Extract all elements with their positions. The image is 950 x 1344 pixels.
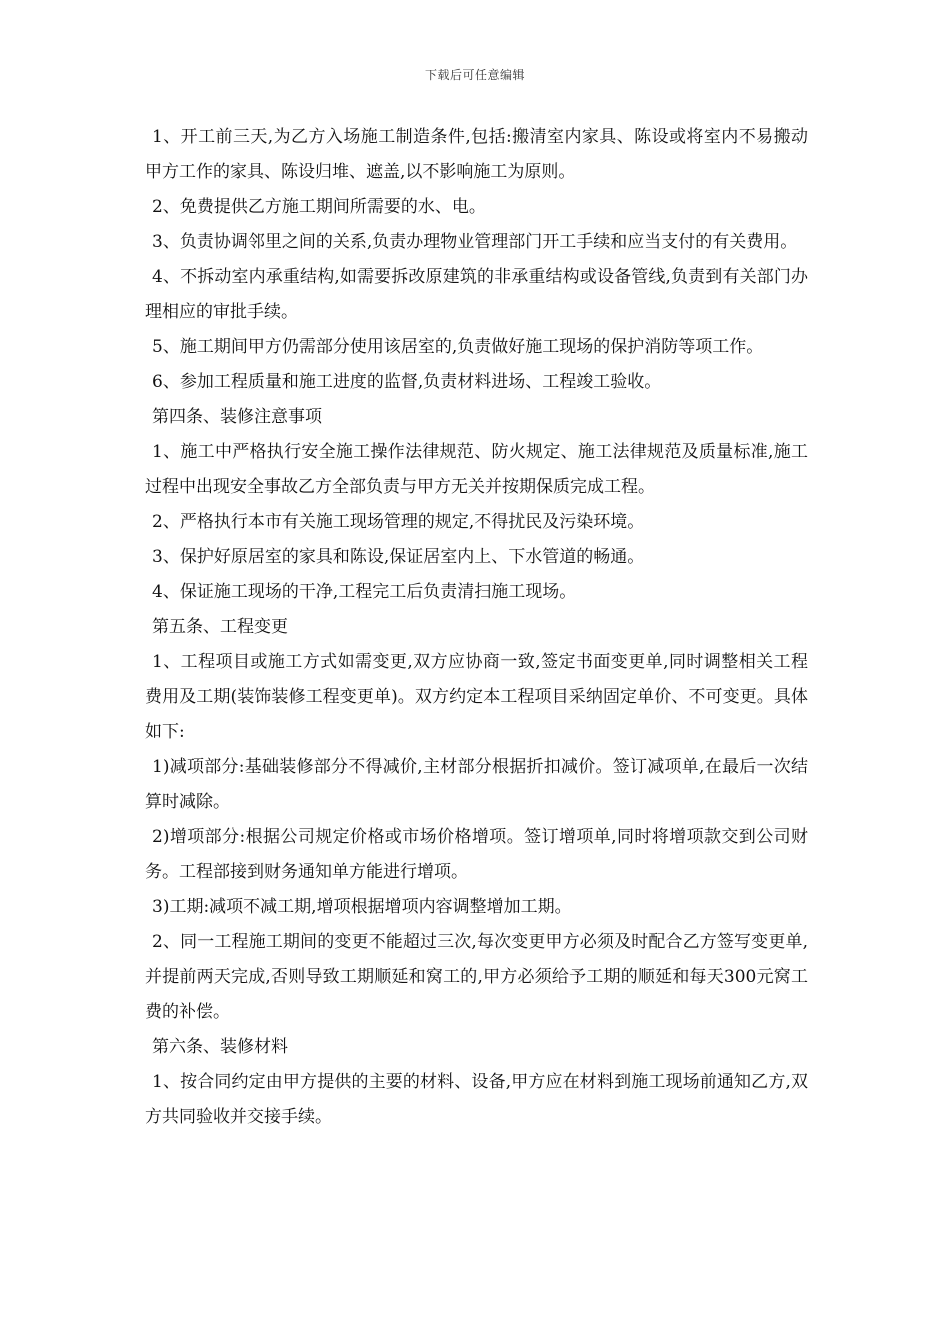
paragraph: 1、工程项目或施工方式如需变更,双方应协商一致,签定书面变更单,同时调整相关工程费用及工期(装饰装修工程变更单)。双方约定本工程项目采纳固定单价、不可变更。具体如下: [145, 652, 808, 742]
paragraph: 2)增项部分:根据公司规定价格或市场价格增项。签订增项单,同时将增项款交到公司财务。工程部接到财务通知单方能进行增项。 [145, 827, 808, 882]
paragraph: 1、开工前三天,为乙方入场施工制造条件,包括:搬清室内家具、陈设或将室内不易搬动甲方工作的家具、陈设归堆、遮盖,以不影响施工为原则。 [145, 127, 808, 182]
paragraph: 5、施工期间甲方仍需部分使用该居室的,负责做好施工现场的保护消防等项工作。 [152, 337, 764, 357]
paragraph: 3)工期:减项不减工期,增项根据增项内容调整增加工期。 [152, 897, 572, 917]
paragraph: 1)减项部分:基础装修部分不得减价,主材部分根据折扣减价。签订减项单,在最后一次结算时减除。 [145, 757, 808, 812]
paragraph: 3、负责协调邻里之间的关系,负责办理物业管理部门开工手续和应当支付的有关费用。 [152, 232, 798, 252]
document-body [145, 120, 808, 1135]
section-heading: 第五条、工程变更 [152, 617, 288, 637]
paragraph: 4、不拆动室内承重结构,如需要拆改原建筑的非承重结构或设备管线,负责到有关部门办理相应的审批手续。 [145, 267, 808, 322]
paragraph: 4、保证施工现场的干净,工程完工后负责清扫施工现场。 [152, 582, 577, 602]
paragraph: 2、严格执行本市有关施工现场管理的规定,不得扰民及污染环境。 [152, 512, 645, 532]
section-heading: 第六条、装修材料 [152, 1037, 288, 1057]
paragraph: 6、参加工程质量和施工进度的监督,负责材料进场、工程竣工验收。 [152, 372, 662, 392]
page-header-note: 下载后可任意编辑 [424, 68, 525, 82]
paragraph: 1、施工中严格执行安全施工操作法律规范、防火规定、施工法律规范及质量标准,施工过程中出现安全事故乙方全部负责与甲方无关并按期保质完成工程。 [145, 442, 808, 497]
paragraph: 1、按合同约定由甲方提供的主要的材料、设备,甲方应在材料到施工现场前通知乙方,双方共同验收并交接手续。 [145, 1072, 808, 1127]
section-heading: 第四条、装修注意事项 [152, 407, 322, 427]
paragraph: 3、保护好原居室的家具和陈设,保证居室内上、下水管道的畅通。 [152, 547, 645, 567]
paragraph: 2、同一工程施工期间的变更不能超过三次,每次变更甲方必须及时配合乙方签写变更单,并提前两天完成,否则导致工期顺延和窝工的,甲方必须给予工期的顺延和每天300元窝工费的补偿。 [145, 932, 808, 1022]
paragraph: 2、免费提供乙方施工期间所需要的水、电。 [152, 197, 486, 217]
